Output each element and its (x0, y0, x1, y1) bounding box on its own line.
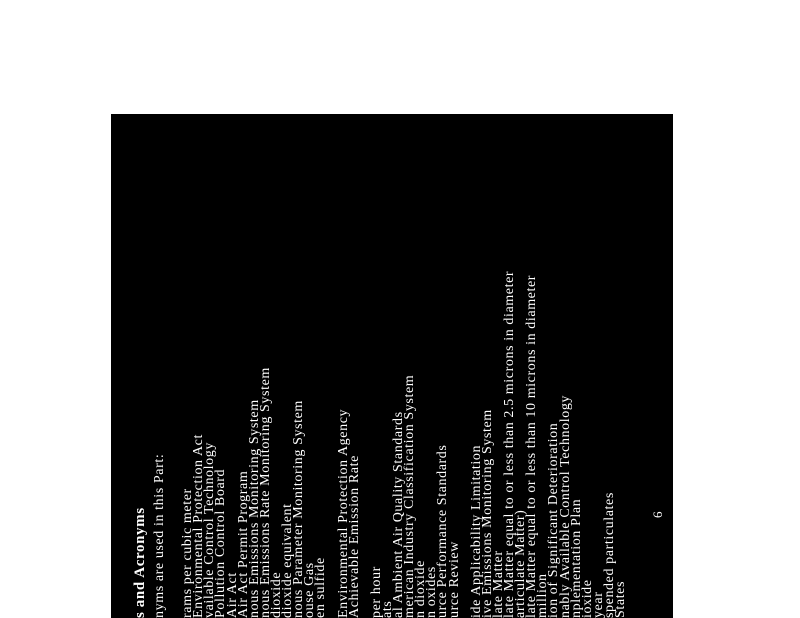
acronym-definition-line: Air Act (224, 572, 240, 618)
acronym-definition-line: ats (379, 600, 395, 618)
acronym-definition-line: spended particulates (601, 492, 617, 618)
acronym-definition-line: n dioxide (413, 560, 429, 618)
acronym-definition-line: year (590, 591, 606, 618)
acronym-definition-line: al Ambient Air Quality Standards (391, 411, 406, 618)
acronym-definition-line: en sulfide (313, 557, 329, 618)
acronym-definition-line: nably Available Control Technology (557, 394, 573, 618)
acronym-definition-line: urce Performance Standards (435, 444, 451, 618)
acronym-definition-line: rams per cubic meter (180, 488, 196, 618)
acronym-definition-line: nous Emissions Monitoring System (246, 399, 262, 618)
acronym-definition-line: Environmental Protection Act (191, 434, 207, 618)
acronym-definition-line: million (535, 573, 551, 618)
acronym-definition-line: late Matter equal to or less than 10 microns in diameter (524, 274, 540, 618)
acronym-definition-line: late Matter (490, 550, 506, 618)
acronym-definition-line: ive Emissions Monitoring System (479, 409, 495, 618)
acronym-definition-line: ide Applicability Limitation (468, 444, 484, 618)
acronym-definition-line: dioxide equivalent (280, 503, 295, 618)
page-number: 6 (650, 511, 665, 518)
intro-line: nyms are used in this Part: (152, 453, 167, 618)
acronym-definition-line: Environmental Protection Agency (335, 408, 351, 618)
acronym-definition-line: States (613, 580, 628, 618)
acronym-definition-line: Achievable Emission Rate (346, 455, 362, 618)
acronym-definition-line: per hour (368, 566, 384, 618)
acronym-definition-line: n oxides (424, 566, 440, 618)
acronym-definition-line: nplementation Plan (568, 498, 584, 618)
acronym-definition-line: ioxide (579, 579, 595, 618)
acronym-definition-line: Pollution Control Board (213, 468, 229, 618)
section-heading: s and Acronyms (132, 507, 148, 618)
rotated-page-content (111, 114, 673, 618)
acronym-definition-line: articulate Matter) (513, 509, 529, 618)
acronym-definition-line: Air Act Permit Program (235, 470, 251, 618)
acronym-definition-line: ouse Gas (302, 562, 318, 618)
acronym-definition-line: late Matter equal to or less than 2.5 microns in diameter (502, 270, 517, 618)
scanned-page (111, 114, 673, 618)
acronym-definition-line: urce Review (446, 541, 462, 618)
acronym-definition-line: dioxide (268, 571, 284, 618)
acronym-definition-line: merican Industry Classification System (402, 374, 418, 618)
acronym-definition-line: vailable Control Technology (202, 442, 218, 618)
acronym-definition-line: ion of Significant Deterioration (546, 422, 562, 618)
acronym-definition-line: nous Parameter Monitoring System (291, 400, 307, 618)
acronym-definition-line: nous Emissions Rate Monitoring System (257, 367, 273, 618)
